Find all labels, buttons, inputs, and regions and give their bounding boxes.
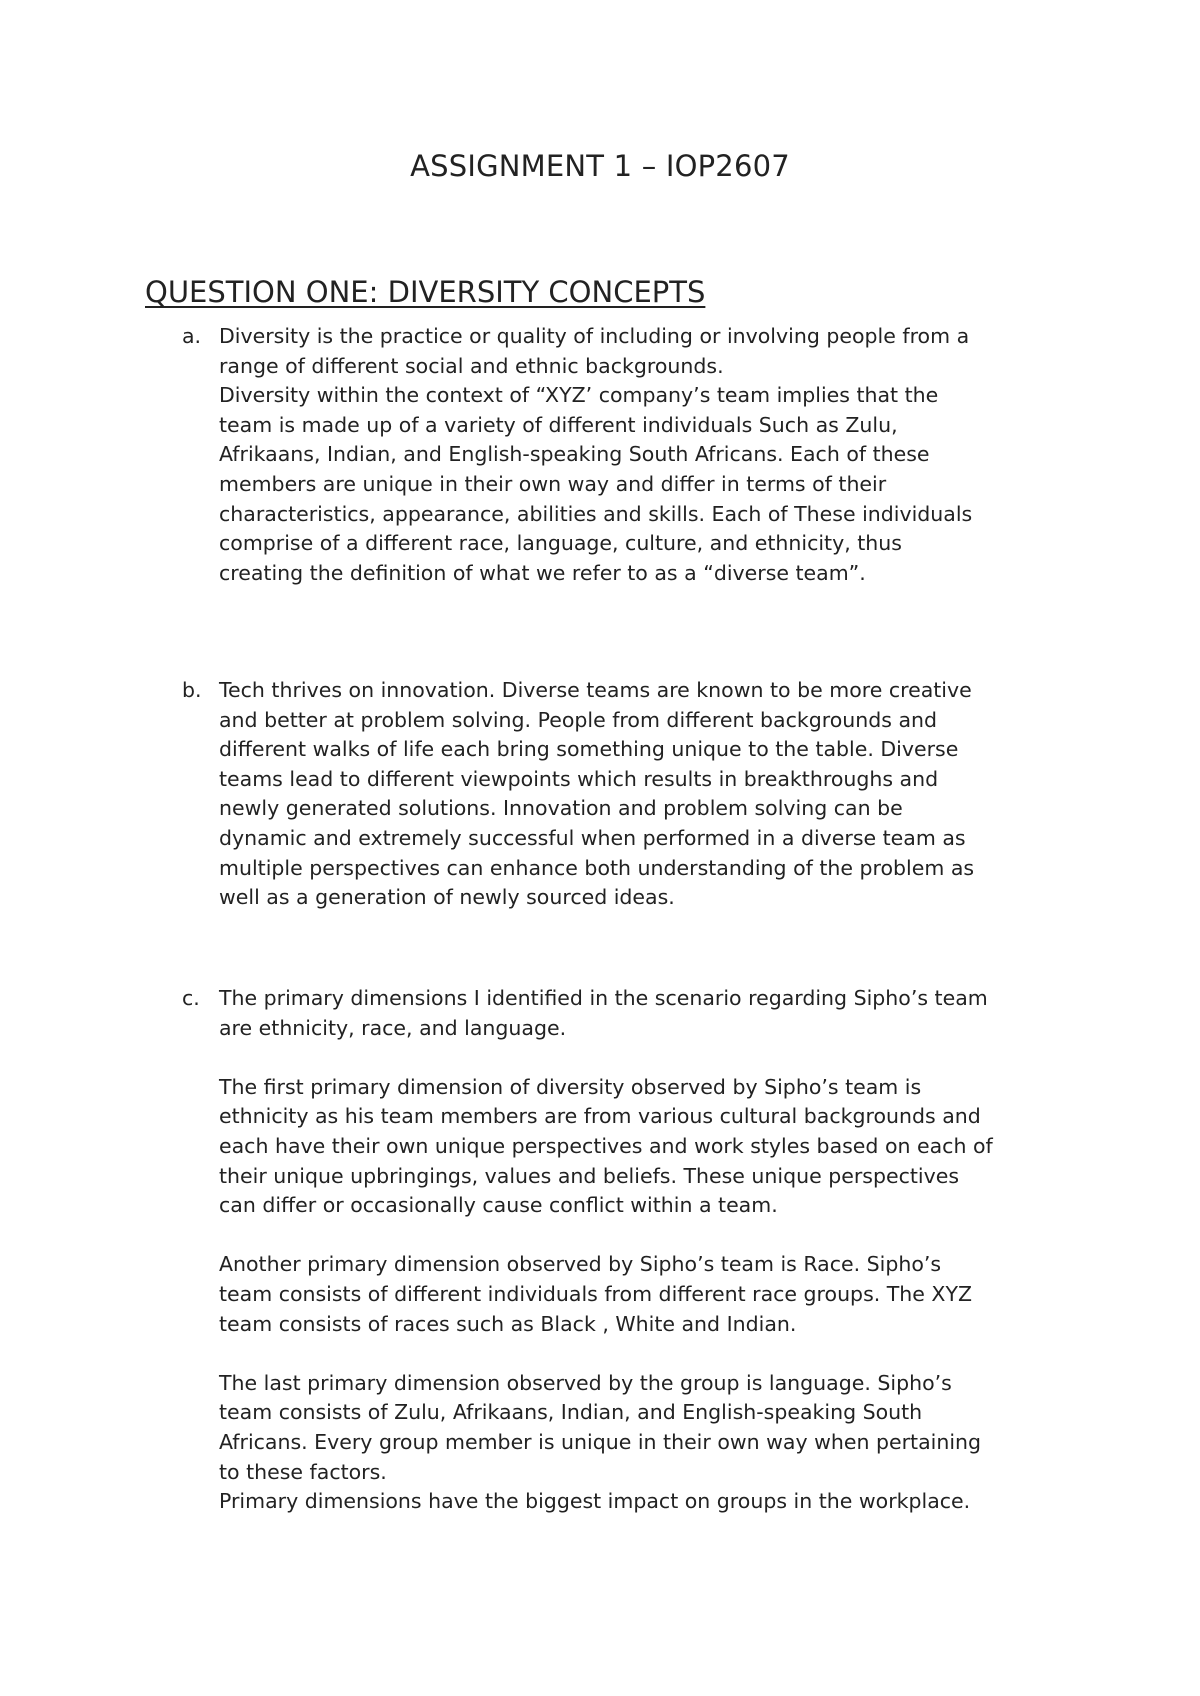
text-line: Africans. Every group member is unique in their own way when pertaining bbox=[219, 1429, 982, 1454]
text-line: can differ or occasionally cause conflict within a team. bbox=[219, 1193, 778, 1218]
text-line: The first primary dimension of diversity observed by Sipho’s team is bbox=[219, 1074, 922, 1099]
text-line: range of different social and ethnic backgrounds. bbox=[219, 353, 724, 378]
text-line: characteristics, appearance, abilities and skills. Each of These individuals bbox=[219, 501, 973, 526]
text-line: different walks of life each bring something unique to the table. Diverse bbox=[219, 737, 959, 762]
text-line: ethnicity as his team members are from various cultural backgrounds and bbox=[219, 1104, 981, 1129]
text-line: dynamic and extremely successful when performed in a diverse team as bbox=[219, 825, 966, 850]
text-line: are ethnicity, race, and language. bbox=[219, 1015, 567, 1040]
text-line: Primary dimensions have the biggest impact on groups in the workplace. bbox=[219, 1489, 971, 1514]
text-line: The primary dimensions I identified in the scenario regarding Sipho’s team bbox=[219, 986, 988, 1010]
text-line: and better at problem solving. People from different backgrounds and bbox=[219, 707, 938, 732]
list-item-text bbox=[219, 676, 1069, 913]
text-line: Afrikaans, Indian, and English-speaking South Africans. Each of these bbox=[219, 442, 930, 467]
text-line: Tech thrives on innovation. Diverse teams are known to be more creative bbox=[219, 678, 972, 702]
paragraph-gap bbox=[219, 1221, 1069, 1251]
text-line: their unique upbringings, values and beliefs. These unique perspectives bbox=[219, 1163, 960, 1188]
text-line: members are unique in their own way and differ in terms of their bbox=[219, 471, 887, 496]
document-title: ASSIGNMENT 1 – IOP2607 bbox=[410, 149, 790, 183]
list-label: c. bbox=[182, 986, 200, 1010]
paragraph-gap bbox=[219, 1339, 1069, 1369]
text-line: team consists of different individuals from different race groups. The XYZ bbox=[219, 1281, 973, 1306]
text-line: multiple perspectives can enhance both understanding of the problem as bbox=[219, 855, 975, 880]
text-line: to these factors. bbox=[219, 1459, 387, 1484]
list-item-text bbox=[219, 984, 1069, 1517]
text-line: team is made up of a variety of different individuals Such as Zulu, bbox=[219, 412, 898, 437]
text-line: comprise of a different race, language, culture, and ethnicity, thus bbox=[219, 531, 902, 556]
paragraph-gap bbox=[219, 1043, 1069, 1073]
text-line: Diversity within the context of “XYZ’ company’s team implies that the bbox=[219, 383, 939, 408]
text-line: teams lead to different viewpoints which results in breakthroughs and bbox=[219, 766, 939, 791]
question-heading: QUESTION ONE: DIVERSITY CONCEPTS bbox=[145, 275, 706, 309]
text-line: team consists of Zulu, Afrikaans, Indian, and English-speaking South bbox=[219, 1400, 923, 1425]
text-line: Diversity is the practice or quality of including or involving people from a bbox=[219, 324, 970, 348]
text-line: each have their own unique perspectives and work styles based on each of bbox=[219, 1133, 993, 1158]
text-line: The last primary dimension observed by the group is language. Sipho’s bbox=[219, 1370, 952, 1395]
text-line: team consists of races such as Black , White and Indian. bbox=[219, 1311, 797, 1336]
list-label: a. bbox=[182, 324, 202, 348]
text-line: well as a generation of newly sourced ideas. bbox=[219, 885, 675, 910]
text-line: newly generated solutions. Innovation and problem solving can be bbox=[219, 796, 903, 821]
text-line: creating the definition of what we refer to as a “diverse team”. bbox=[219, 560, 866, 585]
text-line: Another primary dimension observed by Sipho’s team is Race. Sipho’s bbox=[219, 1252, 942, 1277]
list-item-text bbox=[219, 322, 1069, 588]
list-label: b. bbox=[182, 678, 202, 702]
